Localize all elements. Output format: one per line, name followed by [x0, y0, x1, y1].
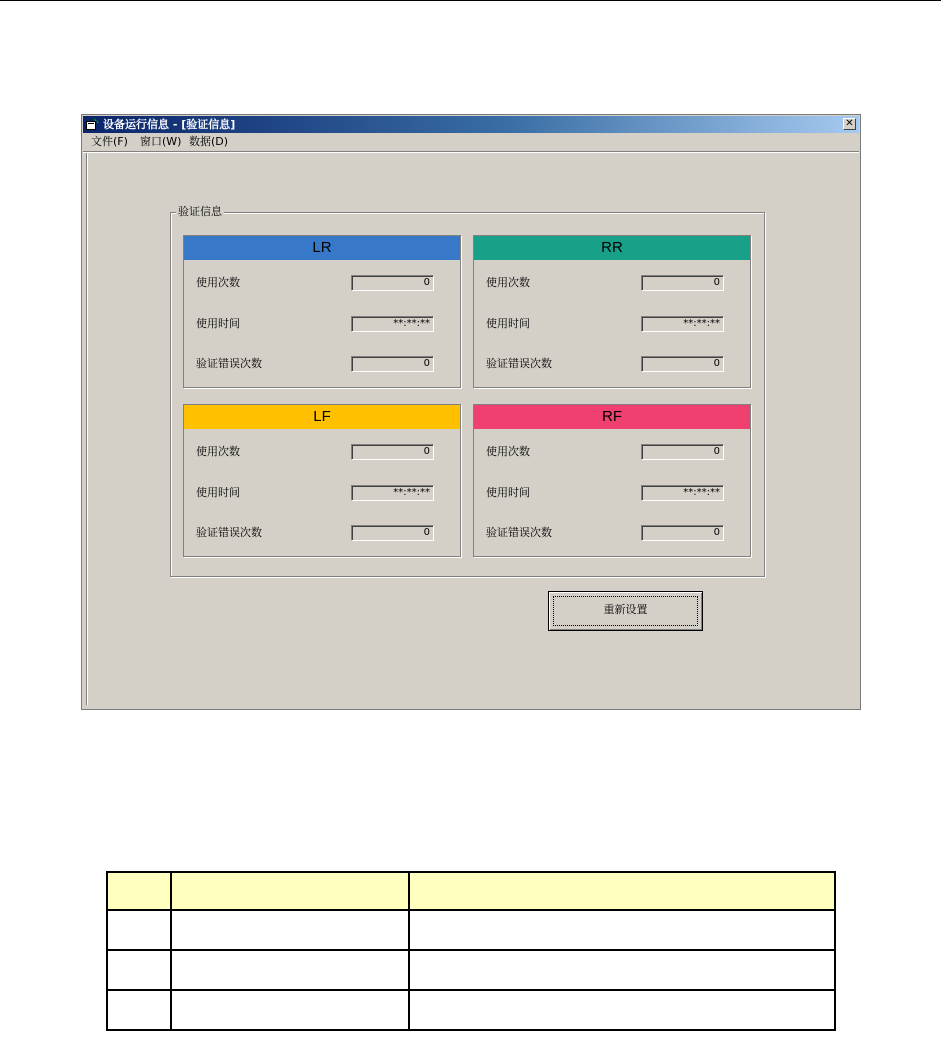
table-row: [107, 910, 835, 950]
panel-lr: [183, 235, 461, 388]
table-cell: [171, 910, 409, 950]
table-cell: [171, 950, 409, 990]
bottom-table: [106, 871, 836, 1031]
use-time-label: 使用时间: [196, 486, 240, 499]
group-title: 验证信息: [178, 205, 222, 218]
reset-button[interactable]: [548, 591, 703, 631]
panel-header-rf: RF: [474, 405, 750, 429]
table-header-row: [107, 872, 835, 910]
table-cell: [409, 990, 835, 1030]
panel-header-rr: RR: [474, 236, 750, 260]
menu-file[interactable]: 文件(F): [91, 135, 128, 148]
menu-data[interactable]: 数据(D): [189, 135, 229, 148]
use-time-label: 使用时间: [486, 486, 530, 499]
use-time-field: **:**:**: [351, 485, 434, 501]
client-edge: [86, 153, 88, 705]
use-count-field: 0: [641, 444, 724, 460]
table-cell: [171, 990, 409, 1030]
table-row: [107, 990, 835, 1030]
use-count-label: 使用次数: [486, 276, 530, 289]
use-count-field: 0: [641, 275, 724, 291]
menu-bar: [83, 134, 859, 150]
table-cell: [107, 950, 171, 990]
use-time-field: **:**:**: [641, 485, 724, 501]
use-time-label: 使用时间: [486, 317, 530, 330]
table-cell: [409, 910, 835, 950]
table-header-cell: [171, 872, 409, 910]
table-header-cell: [409, 872, 835, 910]
error-count-field: 0: [351, 525, 434, 541]
title-bar[interactable]: [83, 116, 859, 133]
error-count-label: 验证错误次数: [196, 526, 262, 539]
panel-header-lf: LF: [184, 405, 460, 429]
use-count-field: 0: [351, 444, 434, 460]
use-time-label: 使用时间: [196, 317, 240, 330]
use-count-field: 0: [351, 275, 434, 291]
table-cell: [409, 950, 835, 990]
use-time-field: **:**:**: [351, 316, 434, 332]
menu-divider: [83, 151, 859, 153]
error-count-field: 0: [641, 525, 724, 541]
error-count-field: 0: [641, 356, 724, 372]
use-count-label: 使用次数: [196, 445, 240, 458]
close-icon[interactable]: ✕: [843, 118, 856, 130]
error-count-label: 验证错误次数: [196, 357, 262, 370]
menu-window[interactable]: 窗口(W): [140, 135, 182, 148]
panel-rf: [473, 404, 751, 557]
reset-button-label: 重新设置: [603, 603, 648, 616]
panel-header-lr: LR: [184, 236, 460, 260]
panel-rr: [473, 235, 751, 388]
table-cell: [107, 910, 171, 950]
app-icon: [86, 118, 99, 130]
use-count-label: 使用次数: [486, 445, 530, 458]
use-count-label: 使用次数: [196, 276, 240, 289]
error-count-label: 验证错误次数: [486, 357, 552, 370]
focus-rect: [553, 596, 698, 626]
error-count-field: 0: [351, 356, 434, 372]
window-title: 设备运行信息 - [验证信息]: [103, 118, 236, 131]
use-time-field: **:**:**: [641, 316, 724, 332]
panel-lf: [183, 404, 461, 557]
app-window: [81, 114, 861, 710]
error-count-label: 验证错误次数: [486, 526, 552, 539]
page-top-rule: [0, 0, 941, 1]
table-row: [107, 950, 835, 990]
table-cell: [107, 990, 171, 1030]
table-header-cell: [107, 872, 171, 910]
